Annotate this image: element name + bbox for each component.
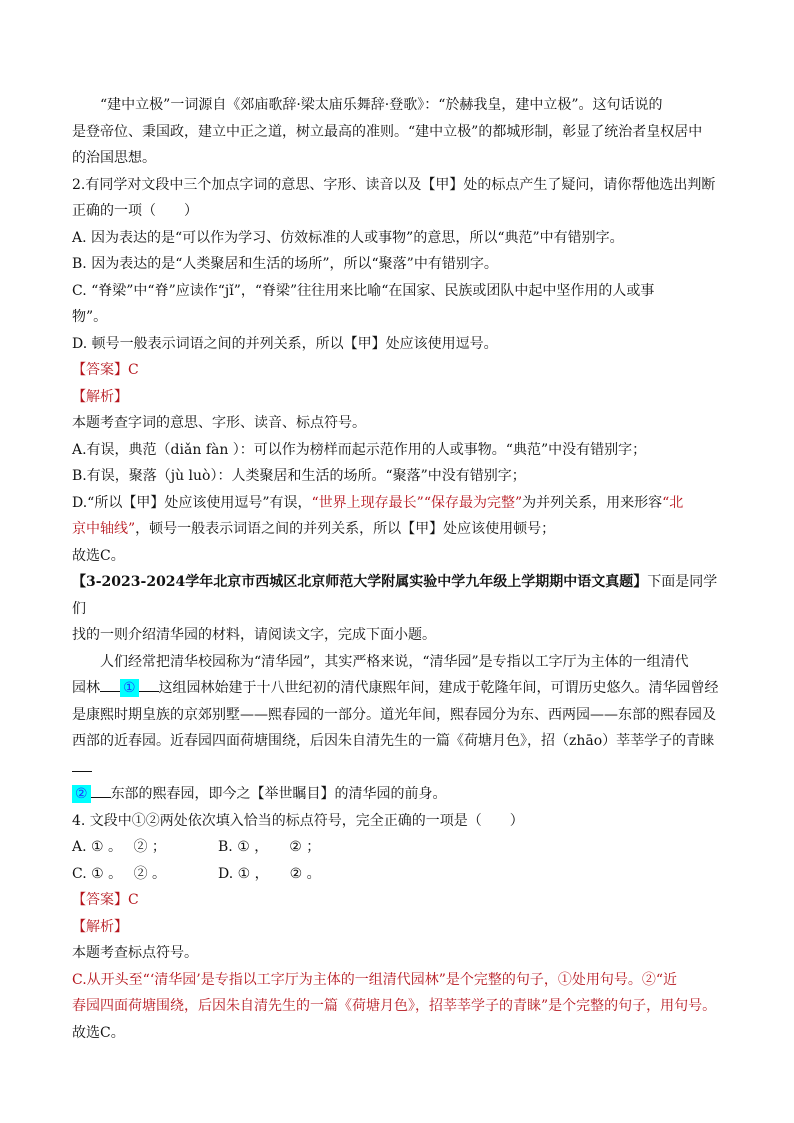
intro-line-1: “建中立极”一词源自《郊庙歌辞·梁太庙乐舞辞·登歌》：“於赫我皇，建中立极”。这句话说的	[100, 97, 663, 113]
question-4-analysis-1: 本题考查标点符号。	[72, 945, 198, 961]
question-2-stem-cont: 正确的一项（ ）	[72, 203, 198, 219]
passage-line-5-post: 东部的熙春园，即今之【举世瞩目】的清华园的前身。	[110, 786, 447, 802]
question-4-option-b: B. ① ， ② ；	[218, 839, 321, 855]
blank-1-tail	[139, 677, 159, 692]
passage-line-5	[72, 781, 724, 808]
question-4-option-d: D. ① ， ② 。	[218, 865, 321, 882]
passage-line-1: 人们经常把清华校园称为“清华园”，其实严格来说，“清华园”是专指以工字厅为主体的一组清代	[100, 653, 689, 670]
analysis-5-highlight: 京中轴线”	[72, 521, 136, 537]
intro-line-2: 是登帝位、秉国政，建立中正之道，树立最高的准则。“建中立极”的都城形制，彰显了统治者皇权居中	[72, 123, 703, 140]
passage-line-4-text: 西部的近春园。近春园四面荷塘围绕，后因朱自清先生的一篇《荷塘月色》，招（zhāo）莘莘学子的青睐	[72, 733, 715, 749]
question-2-analysis-4	[72, 490, 724, 517]
question-4-option-c: C. ① 。 ② 。	[72, 865, 167, 882]
question-2-answer: 【答案】C	[72, 362, 139, 378]
question-2-analysis-1: 本题考查字词的意思、字形、读音、标点符号。	[72, 415, 366, 431]
question-2-option-a: A. 因为表达的是“可以作为学习、仿效标准的人或事物”的意思，所以“典范”中有错别字。	[72, 229, 624, 246]
question-2-conclusion: 故选C。	[72, 547, 125, 564]
passage-line-3: 是康熙时期皇族的京郊别墅——熙春园的一部分。道光年间，熙春园分为东、西两园——东部的熙春园及	[72, 706, 716, 723]
question-2-analysis-2: A.有误，典范（diǎn fàn ）：可以作为榜样而起示范作用的人或事物。“典范”中没有错别字；	[72, 441, 647, 458]
question-4-stem: 4. 文段中①②两处依次填入恰当的标点符号，完全正确的一项是（ ）	[72, 812, 524, 829]
question-4-conclusion: 故选C。	[72, 1024, 125, 1041]
blank-2-tail	[91, 783, 111, 798]
passage-line-4	[72, 728, 724, 781]
question-3-heading	[72, 569, 724, 622]
question-2-option-b: B. 因为表达的是“人类聚居和生活的场所”，所以“聚落”中有错别字。	[72, 256, 498, 272]
question-4-analysis-3: 春园四面荷塘围绕，后因朱自清先生的一篇《荷塘月色》，招莘莘学子的青睐”是个完整的句子，用句号。	[72, 998, 717, 1014]
question-2-option-d: D. 顿号一般表示词语之间的并列关系，所以【甲】处应该使用逗号。	[72, 335, 498, 352]
blank-marker-1: ①	[120, 679, 139, 697]
analysis-3-text: B.有误，聚落（jù luò）：人类聚居和生活的场所。“聚落”中没有错别字；	[72, 468, 526, 484]
question-2-analysis-5	[72, 516, 724, 543]
analysis-4-highlight-2: “北	[662, 494, 684, 511]
question-2-analysis-3	[72, 463, 724, 490]
blank-1	[100, 677, 120, 692]
question-4-analysis-title: 【解析】	[72, 918, 128, 935]
passage-line-2-pre: 园林	[72, 680, 100, 696]
question-4-options-row-1	[72, 834, 724, 861]
passage-line-2	[72, 675, 724, 702]
analysis-5-rest: ，顿号一般表示词语之间的并列关系，所以【甲】处应该使用顿号；	[135, 521, 556, 537]
question-3-heading-rest: 下面是同学们	[72, 574, 718, 617]
question-4-option-a: A. ① 。 ② ；	[72, 839, 166, 855]
blank-marker-2: ②	[72, 785, 91, 803]
question-2-option-c-cont: 物”。	[72, 309, 108, 325]
passage-line-2-post: 这组园林始建于十八世纪初的清代康熙年间，建成于乾隆年间，可谓历史悠久。清华园曾经	[158, 680, 719, 696]
question-3-source: 【3-2023-2024学年北京市西城区北京师范大学附属实验中学九年级上学期期中语文真题】	[72, 574, 648, 590]
document-page	[72, 92, 724, 1046]
analysis-4-highlight: “世界上现存最长”“保存最为完整”	[311, 494, 523, 511]
intro-line-3: 的治国思想。	[72, 150, 156, 166]
question-4-answer: 【答案】C	[72, 892, 139, 908]
question-3-heading-cont: 找的一则介绍清华园的材料，请阅读文字，完成下面小题。	[72, 627, 436, 643]
question-2-option-c: C. “脊梁”中“脊”应读作“jǐ”，“脊梁”往往用来比喻“在国家、民族或团队中起中坚作用的人或事	[72, 282, 655, 299]
question-4-options-row-2	[72, 861, 724, 888]
question-4-analysis-2: C.从开头至“‘清华园’是专指以工字厅为主体的一组清代园林”是个完整的句子，①处用句号。②“近	[72, 971, 678, 988]
analysis-4-pre: D.“所以【甲】处应该使用逗号”有误，	[72, 494, 312, 511]
analysis-4-mid: 为并列关系，用来形容	[522, 494, 663, 511]
blank-2	[72, 757, 92, 772]
question-2-analysis-title: 【解析】	[72, 388, 128, 405]
question-2-stem: 2.有同学对文段中三个加点字词的意思、字形、读音以及【甲】处的标点产生了疑问，请你帮他选出判断	[72, 176, 716, 193]
